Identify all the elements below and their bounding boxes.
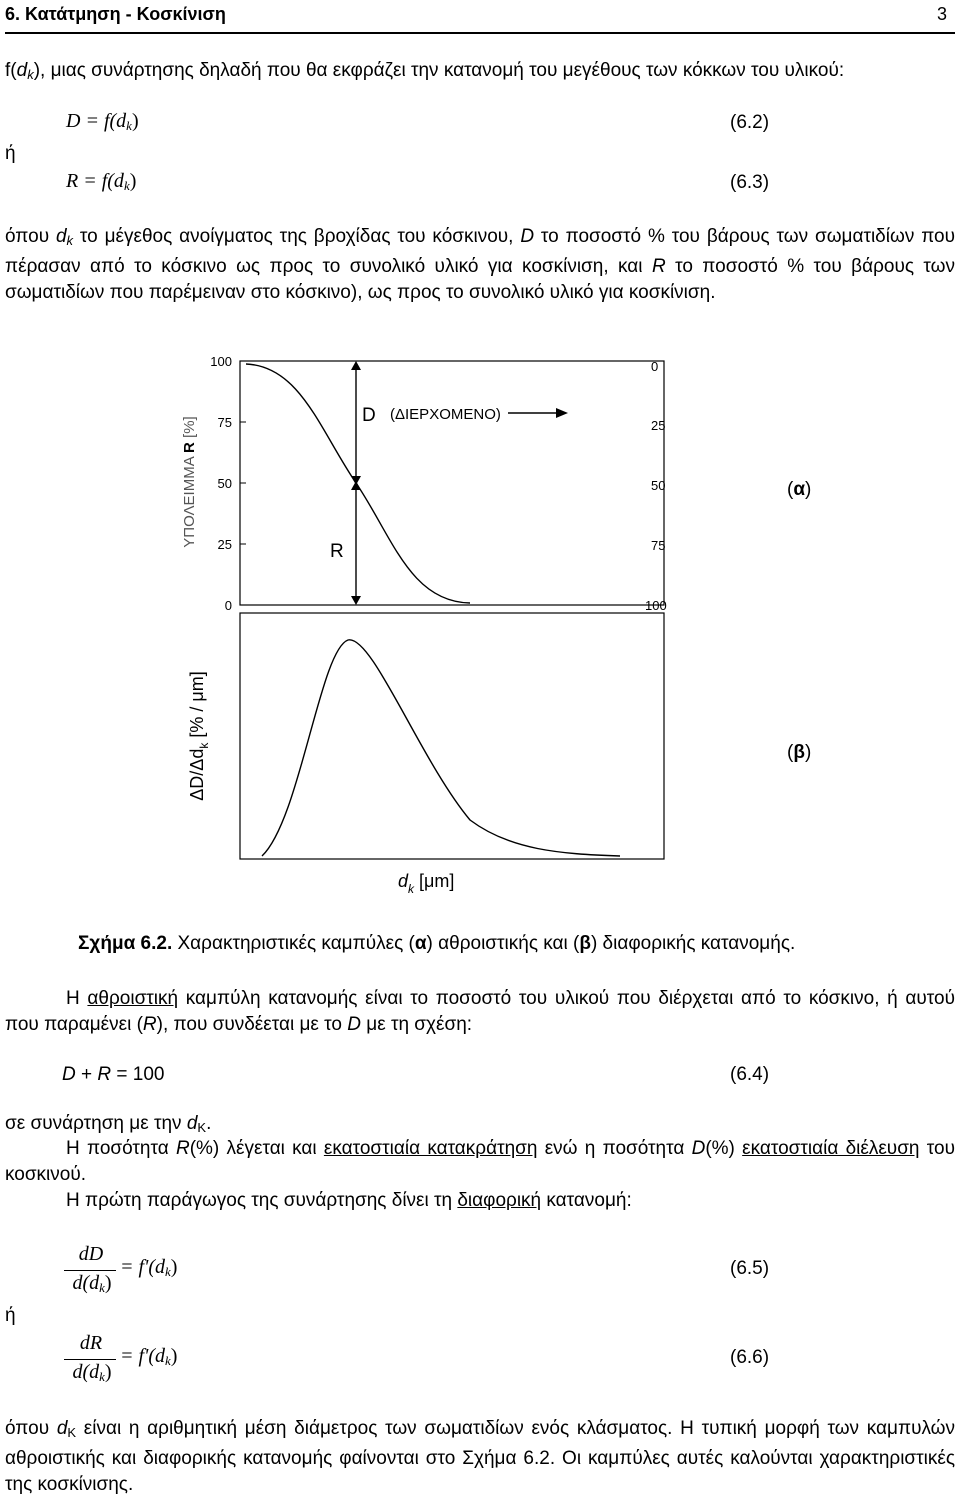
p2-text-2: καμπύλη κατανομής είναι το ποσοστό του υλικού που διέρχεται από το κόσκινο, ή αυτού που παραμένει ( xyxy=(5,988,955,1035)
right-tick-75: 75 xyxy=(651,538,666,553)
D-arrow-head-top xyxy=(351,361,361,370)
eq62-close: ) xyxy=(131,110,139,132)
equation-6-4 xyxy=(62,1064,164,1086)
p3-D: D xyxy=(691,1138,706,1159)
equation-6-3 xyxy=(66,170,136,194)
p2-R: R xyxy=(142,1014,157,1035)
def-R: R xyxy=(651,256,666,277)
def-text-2: το μέγεθος ανοίγματος της βροχίδας του κόσκινου, xyxy=(73,226,521,247)
page-number: 3 xyxy=(936,4,947,24)
p3-text-1: Η ποσότητα xyxy=(66,1138,176,1159)
intro-line xyxy=(5,60,844,82)
left-tick-75: 75 xyxy=(217,415,232,430)
annotation-D-text: (ΔΙΕΡΧΟΜΕΝΟ) xyxy=(390,406,501,423)
left-tick-50: 50 xyxy=(217,476,232,491)
p4-text-1: Η πρώτη παράγωγος της συνάρτησης δίνει τη xyxy=(66,1190,458,1211)
p3-text-2: (%) λέγεται και xyxy=(189,1138,324,1159)
top-left-axis xyxy=(210,354,246,613)
equation-6-3-number: (6.3) xyxy=(730,172,770,193)
top-ylabel: ΥΠΟΛΕΙΜΜΑ R [%] xyxy=(181,416,198,548)
top-chart-frame xyxy=(240,361,664,605)
p3-text-3: ενώ η ποσότητα xyxy=(537,1138,692,1159)
eq65-fraction-line xyxy=(64,1270,116,1271)
p2-D: D xyxy=(347,1014,361,1035)
eq66-rhs: = $f'(d_k)$ xyxy=(120,1345,178,1368)
dk-line-dot: . xyxy=(206,1113,212,1134)
p3-underline-1: εκατοστιαία κατακράτηση xyxy=(323,1138,538,1159)
eq65-denominator: $d(d_k)$ xyxy=(72,1272,112,1295)
eq66-numerator: dR xyxy=(79,1332,103,1354)
intro-var: d xyxy=(16,60,28,81)
dk-line xyxy=(5,1113,211,1135)
p3-R: R xyxy=(175,1138,190,1159)
eq63-close: ) xyxy=(129,170,137,192)
eq65-numerator: dD xyxy=(78,1243,104,1265)
eq62-rhs: = f(d xyxy=(85,110,127,132)
frequency-curve xyxy=(262,640,620,856)
p3-text-5: του κοσκινού. xyxy=(5,1138,955,1185)
chapter-title: 6. Κατάτμηση - Κοσκίνιση xyxy=(5,4,226,24)
eq64-D: D xyxy=(62,1064,76,1085)
dk-line-text: σε συνάρτηση με την xyxy=(5,1113,187,1134)
eq64-rest: = 100 xyxy=(111,1064,165,1085)
left-tick-25: 25 xyxy=(217,537,232,552)
derivative-paragraph xyxy=(66,1190,632,1212)
caption-text-1: Χαρακτηριστικές καμπύλες ( xyxy=(172,933,415,954)
annotation-R: R xyxy=(330,541,344,562)
eq63-lhs: R xyxy=(66,170,79,192)
caption-label: Σχήμα 6.2. xyxy=(78,933,173,954)
retention-paragraph xyxy=(5,1136,955,1188)
dk-line-sub: K xyxy=(197,1120,207,1135)
closing-paragraph xyxy=(5,1416,955,1498)
eq65-rhs: = $f'(d_k)$ xyxy=(120,1256,178,1279)
equation-6-5-number: (6.5) xyxy=(730,1258,770,1279)
bottom-chart-frame xyxy=(240,613,664,859)
bottom-xlabel: $d_k$ [μm] xyxy=(398,871,455,896)
p3-text-4: (%) xyxy=(705,1138,743,1159)
equation-6-6-number: (6.6) xyxy=(730,1347,770,1368)
p5-text-2: είναι η αριθμητική μέση διάμετρος των σωματιδίων ενός κλάσματος. Η τυπική μορφή των καμπυλών αθροιστικής και διαφορικής κατανομής φαίνονται στο Σχήμα 6.2. Οι καμπύλες αυτές καλούνται χαρακτηριστικές της κοσκίνισης. xyxy=(5,1418,956,1495)
caption-text-3: ) διαφορικής κατανομής. xyxy=(590,933,796,954)
intro-post: ), μιας συνάρτησης δηλαδή που θα εκφράζει την κατανομή του μεγέθους των κόκκων του υλικού: xyxy=(33,60,845,81)
intro-sub: k xyxy=(27,67,34,82)
dk-line-d: d xyxy=(186,1113,198,1134)
right-tick-100: 100 xyxy=(645,598,667,613)
intro-pre: f( xyxy=(5,60,17,81)
p2-text-3: ), που συνδέεται με το xyxy=(156,1014,348,1035)
def-text-4: το ποσοστό % του βάρους των σωματιδίων που παρέμειναν στο κόσκινο), ως προς το συνολικό υλικό για κοσκίνιση. xyxy=(5,256,955,303)
figure-6-2 xyxy=(0,340,960,930)
eq63-sub: k xyxy=(123,178,130,193)
eq66-denominator: $d(d_k)$ xyxy=(72,1361,112,1384)
or-text-1: ή xyxy=(5,143,16,164)
right-tick-0: 0 xyxy=(651,359,659,374)
caption-b: β xyxy=(579,933,591,954)
def-dk: d xyxy=(55,226,67,247)
equation-6-2-number: (6.2) xyxy=(730,112,770,133)
annotation-D: D xyxy=(362,405,376,426)
R-arrow-head-mid xyxy=(351,481,361,490)
caption-text-2: ) αθροιστικής και ( xyxy=(426,933,580,954)
p4-text-2: κατανομή: xyxy=(541,1190,632,1211)
or-text-2: ή xyxy=(5,1305,16,1326)
right-tick-50: 50 xyxy=(651,478,666,493)
def-D: D xyxy=(520,226,535,247)
def-text-1: όπου xyxy=(5,226,56,247)
def-dk-sub: k xyxy=(66,233,74,248)
eq63-rhs: = f(d xyxy=(83,170,124,192)
equation-6-4-number: (6.4) xyxy=(730,1064,770,1085)
left-tick-100: 100 xyxy=(210,354,232,369)
p4-underline: διαφορική xyxy=(457,1190,542,1211)
panel-label-a: (α) xyxy=(787,479,812,500)
p2-text-1: Η xyxy=(66,988,88,1009)
eq64-plus: + xyxy=(75,1064,98,1085)
p5-sub: K xyxy=(67,1425,77,1440)
cumulative-paragraph xyxy=(5,986,955,1038)
left-tick-0: 0 xyxy=(224,598,232,613)
eq64-R: R xyxy=(97,1064,112,1085)
bottom-ylabel: $\Delta D/\Delta d_k$ [% / μm] xyxy=(187,671,211,801)
eq62-sub: k xyxy=(126,118,132,133)
figure-caption xyxy=(78,933,795,955)
p5-d: d xyxy=(56,1418,68,1439)
header-rule xyxy=(5,32,955,34)
panel-label-b: (β) xyxy=(787,742,812,763)
right-tick-25: 25 xyxy=(651,418,666,433)
p3-underline-2: εκατοστιαία διέλευση xyxy=(742,1138,920,1159)
caption-a: α xyxy=(414,933,427,954)
definitions-paragraph xyxy=(5,224,955,306)
R-arrow-head-bottom xyxy=(351,596,361,605)
equation-6-2 xyxy=(66,110,139,134)
eq62-lhs: D xyxy=(66,110,81,132)
def-text-3: το ποσοστό % του βάρους των σωματιδίων που πέρασαν από το κόσκινο ως προς το συνολικό υλικό για κοσκίνιση, και xyxy=(5,226,955,277)
D-right-arrow-head xyxy=(556,408,568,418)
p2-text-4: με τη σχέση: xyxy=(360,1014,473,1035)
cumulative-curve xyxy=(246,364,470,603)
p2-underline: αθροιστική xyxy=(87,988,179,1009)
eq66-fraction-line xyxy=(64,1359,116,1360)
p5-text-1: όπου xyxy=(5,1418,57,1439)
